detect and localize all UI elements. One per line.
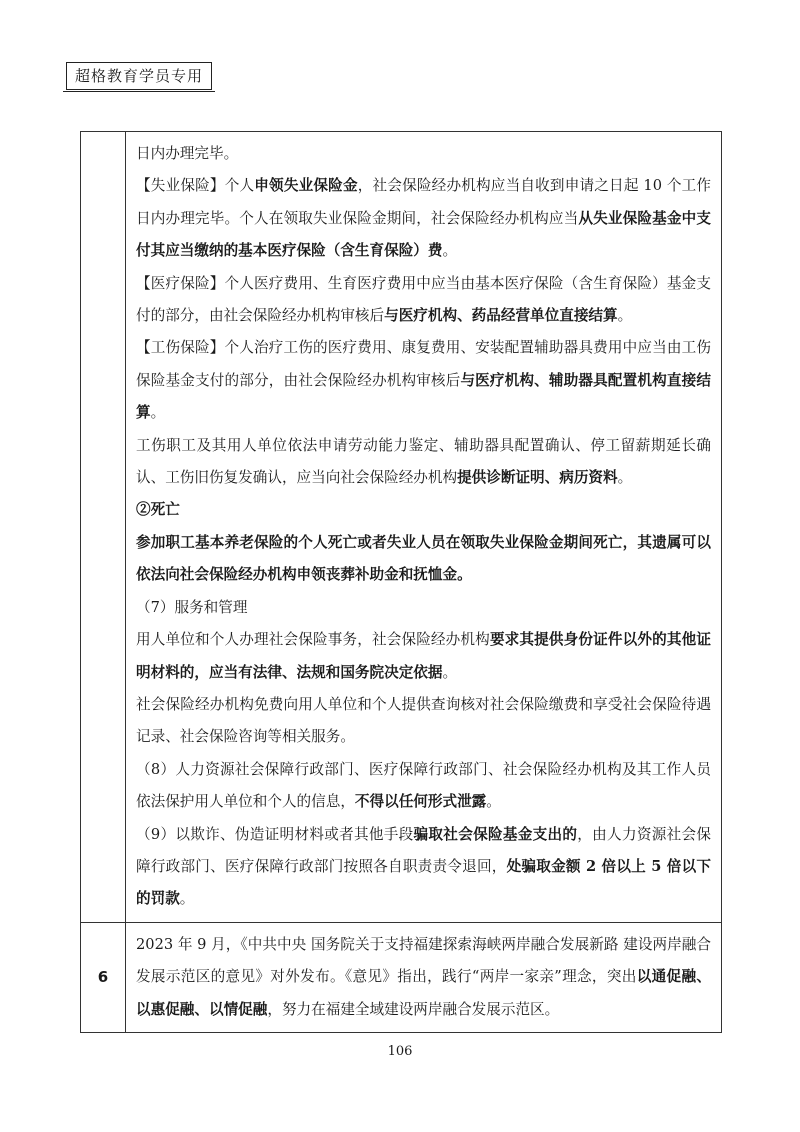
text-segment: 。 xyxy=(486,793,501,811)
text-segment: 工伤职工及其用人单位依法申请劳动能力鉴定、辅助器具配置确认、停工留薪期延长确认、工伤旧伤复发确认，应当向社会保险经办机构 xyxy=(136,436,711,487)
paragraph xyxy=(136,592,711,624)
bold-text: 骗取社会保险基金支出的 xyxy=(413,825,578,843)
text-segment: （7）服务和管理 xyxy=(136,598,248,616)
text-segment: 。 xyxy=(617,469,633,487)
paragraph xyxy=(136,430,711,495)
paragraph xyxy=(136,268,711,333)
bold-text: 申领失业保险金 xyxy=(254,177,358,195)
bold-text: 处骗取金额 2 倍以上 5 倍以下的罚款 xyxy=(136,857,711,908)
row-content xyxy=(126,922,722,1032)
row-number: 6 xyxy=(81,922,126,1032)
paragraph xyxy=(136,527,711,592)
table-body xyxy=(81,132,722,1033)
bold-text: 与医疗机构、辅助器具配置机构直接结算 xyxy=(136,371,711,422)
bold-text: 以通促融、以惠促融、以情促融 xyxy=(136,968,711,1018)
paragraph xyxy=(136,754,711,819)
text-segment: ，由人力资源社会保障行政部门、医疗保障行政部门按照各自职责责令退回， xyxy=(136,825,711,875)
text-segment: 社会保险经办机构免费向用人单位和个人提供查询核对社会保险缴费和享受社会保险待遇记录、社会保险咨询等相关服务。 xyxy=(136,695,711,746)
text-segment: 。 xyxy=(179,890,195,908)
bold-text: 提供诊断证明、病历资料 xyxy=(457,469,618,487)
content-table xyxy=(80,131,722,1033)
text-segment: 【失业保险】个人 xyxy=(136,177,255,195)
bold-text: 与医疗机构、药品经营单位直接结算 xyxy=(384,307,618,325)
paragraph xyxy=(136,929,711,1026)
row-number xyxy=(81,132,126,923)
text-segment: 。 xyxy=(442,663,458,681)
text-segment: 。 xyxy=(150,404,166,422)
paragraph xyxy=(136,494,711,526)
row-content xyxy=(126,132,722,923)
text-segment: 用人单位和个人办理社会保险事务，社会保险经办机构 xyxy=(136,631,490,649)
table-row xyxy=(81,132,722,923)
bold-text: 要求其提供身份证件以外的其他证明材料的，应当有法律、法规和国务院决定依据 xyxy=(136,631,711,681)
text-segment: 2023 年 9 月，《中共中央 国务院关于支持福建探索海峡两岸融合发展新路 建设两岸融合发展示范区的意见》对外发布。《意见》指出，践行“两岸一家亲”理念，突出 xyxy=(136,935,711,986)
text-segment: （8）人力资源社会保障行政部门、医疗保障行政部门、社会保险经办机构及其工作人员依法保护用人单位和个人的信息， xyxy=(136,760,711,811)
bold-text: 参加职工基本养老保险的个人死亡或者失业人员在领取失业保险金期间死亡，其遗属可以依法向社会保险经办机构申领丧葬补助金和抚恤金。 xyxy=(136,533,711,584)
paragraph xyxy=(136,689,711,754)
header-tag: 超格教育学员专用 xyxy=(66,62,212,90)
text-segment: 日内办理完毕。 xyxy=(136,145,239,162)
paragraph xyxy=(136,819,711,916)
bold-text: 不得以任何形式泄露 xyxy=(354,793,487,811)
paragraph xyxy=(136,332,711,429)
paragraph xyxy=(136,170,711,267)
table-row xyxy=(81,922,722,1032)
text-segment: 。 xyxy=(442,242,458,260)
page-number: 106 xyxy=(387,1044,413,1059)
text-segment: 【医疗保险】个人医疗费用、生育医疗费用中应当由基本医疗保险（含生育保险）基金支付的部分，由社会保险经办机构审核后 xyxy=(136,274,711,325)
bold-text: 从失业保险基金中支付其应当缴纳的基本医疗保险（含生育保险）费 xyxy=(136,209,711,260)
paragraph xyxy=(136,624,711,689)
paragraph xyxy=(136,138,711,170)
text-segment: 。 xyxy=(617,307,633,325)
text-segment: （9）以欺诈、伪造证明材料或者其他手段 xyxy=(136,825,414,843)
text-segment: ，社会保险经办机构应当自收到申请之日起 10 个工作日内办理完毕。个人在领取失业保险金期间，社会保险经办机构应当 xyxy=(136,177,711,227)
bold-text: ②死亡 xyxy=(136,501,180,519)
text-segment: ，努力在福建全域建设两岸融合发展示范区。 xyxy=(267,1000,560,1018)
text-segment: 【工伤保险】个人治疗工伤的医疗费用、康复费用、安装配置辅助器具费用中应当由工伤保险基金支付的部分，由社会保险经办机构审核后 xyxy=(136,339,711,389)
